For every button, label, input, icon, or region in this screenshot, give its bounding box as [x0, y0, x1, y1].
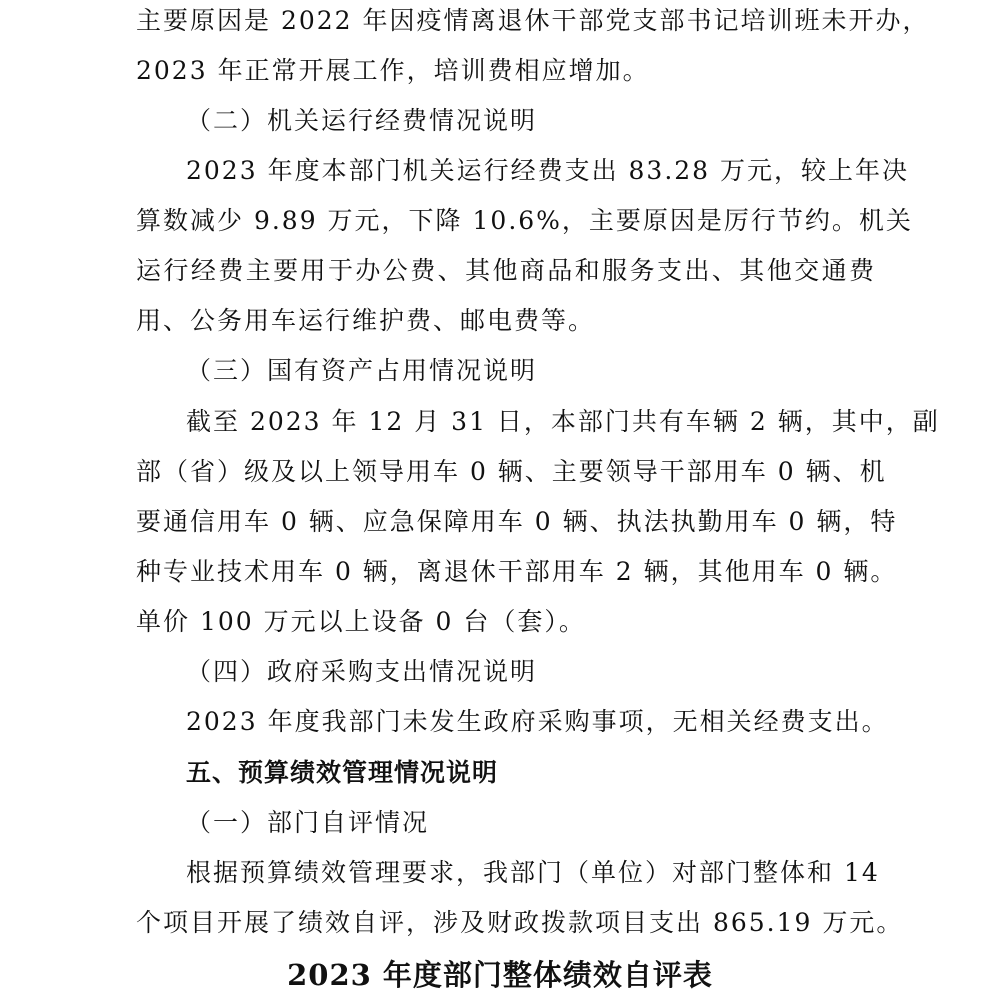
section-heading-3: （三）国有资产占用情况说明 — [186, 356, 538, 385]
paragraph-line-5: 运行经费主要用于办公费、其他商品和服务支出、其他交通费 — [136, 256, 876, 285]
paragraph-line-2: 2023 年正常开展工作，培训费相应增加。 — [136, 56, 650, 85]
section-heading-4: （四）政府采购支出情况说明 — [186, 657, 538, 686]
paragraph-line-3: 2023 年度本部门机关运行经费支出 83.28 万元，较上年决 — [186, 156, 910, 185]
paragraph-line-11: 单价 100 万元以上设备 0 台（套）。 — [136, 607, 586, 636]
paragraph-line-10: 种专业技术用车 0 辆，离退休干部用车 2 辆，其他用车 0 辆。 — [136, 557, 898, 586]
section-heading-2: （二）机关运行经费情况说明 — [186, 106, 538, 135]
paragraph-line-8: 部（省）级及以上领导用车 0 辆、主要领导干部用车 0 辆、机 — [136, 457, 887, 486]
paragraph-line-4: 算数减少 9.89 万元，下降 10.6%，主要原因是厉行节约。机关 — [136, 206, 913, 235]
paragraph-line-6: 用、公务用车运行维护费、邮电费等。 — [136, 306, 596, 335]
table-title: 2023 年度部门整体绩效自评表 — [287, 958, 713, 992]
paragraph-line-12: 2023 年度我部门未发生政府采购事项，无相关经费支出。 — [186, 707, 889, 736]
paragraph-line-13: 根据预算绩效管理要求，我部门（单位）对部门整体和 14 — [186, 858, 880, 887]
paragraph-line-14: 个项目开展了绩效自评，涉及财政拨款项目支出 865.19 万元。 — [136, 908, 904, 937]
paragraph-line-1: 主要原因是 2022 年因疫情离退休干部党支部书记培训班未开办， — [136, 6, 930, 35]
chapter-heading-5: 五、预算绩效管理情况说明 — [186, 758, 499, 787]
section-heading-5-1: （一）部门自评情况 — [186, 808, 430, 837]
paragraph-line-7: 截至 2023 年 12 月 31 日，本部门共有车辆 2 辆，其中，副 — [186, 407, 940, 436]
paragraph-line-9: 要通信用车 0 辆、应急保障用车 0 辆、执法执勤用车 0 辆，特 — [136, 507, 898, 536]
